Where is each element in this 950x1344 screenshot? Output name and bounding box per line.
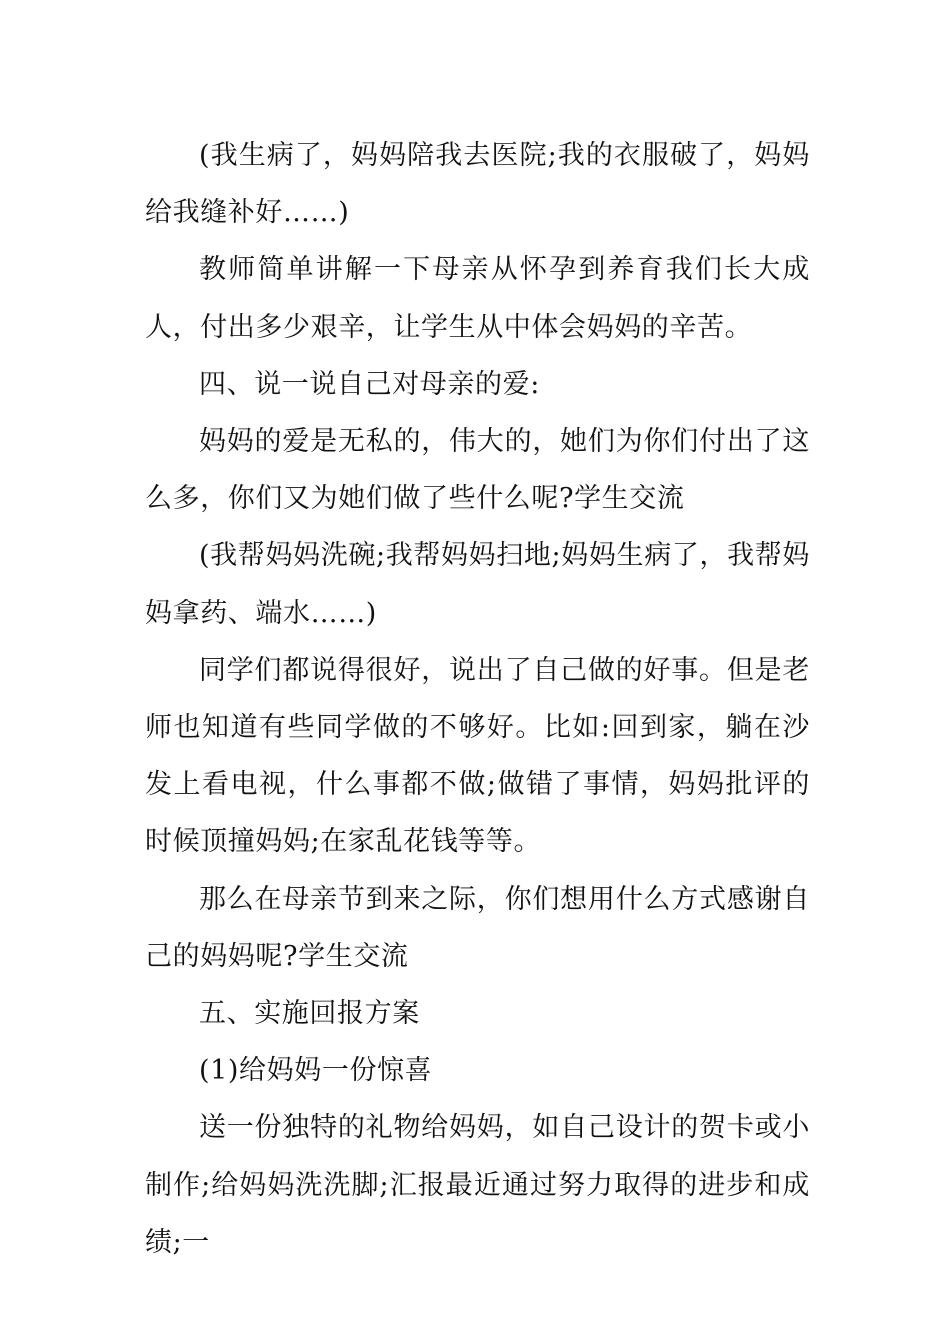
section-heading-four: 四、说一说自己对母亲的爱: (199, 368, 540, 400)
paragraph-illness-example: (我生病了，妈妈陪我去医院;我的衣服破了，妈妈给我缝补好……) (145, 140, 810, 229)
paragraph-help-examples: (我帮妈妈洗碗;我帮妈妈扫地;妈妈生病了，我帮妈妈拿药、端水……) (145, 540, 810, 629)
paragraph-gift-ideas: 送一份独特的礼物给妈妈，如自己设计的贺卡或小制作;给妈妈洗洗脚;汇报最近通过努力取得的进步和成绩;一 (145, 1112, 810, 1258)
document-body (145, 127, 810, 1271)
paragraph-teacher-explains: 教师简单讲解一下母亲从怀孕到养育我们长大成人，付出多少艰辛，让学生从中体会妈妈的辛苦。 (145, 254, 810, 343)
paragraph-mothers-love: 妈妈的爱是无私的，伟大的，她们为你们付出了这么多，你们又为她们做了些什么呢?学生交流 (145, 426, 810, 515)
paragraph-students-behavior: 同学们都说得很好，说出了自己做的好事。但是老师也知道有些同学做的不够好。比如:回到家，躺在沙发上看电视，什么事都不做;做错了事情，妈妈批评的时候顶撞妈妈;在家乱花钱等等。 (145, 654, 810, 858)
paragraph-mothers-day-thanks: 那么在母亲节到来之际，你们想用什么方式感谢自己的妈妈呢?学生交流 (145, 883, 810, 972)
section-heading-five: 五、实施回报方案 (199, 998, 420, 1030)
subheading-surprise: (1)给妈妈一份惊喜 (199, 1055, 433, 1087)
